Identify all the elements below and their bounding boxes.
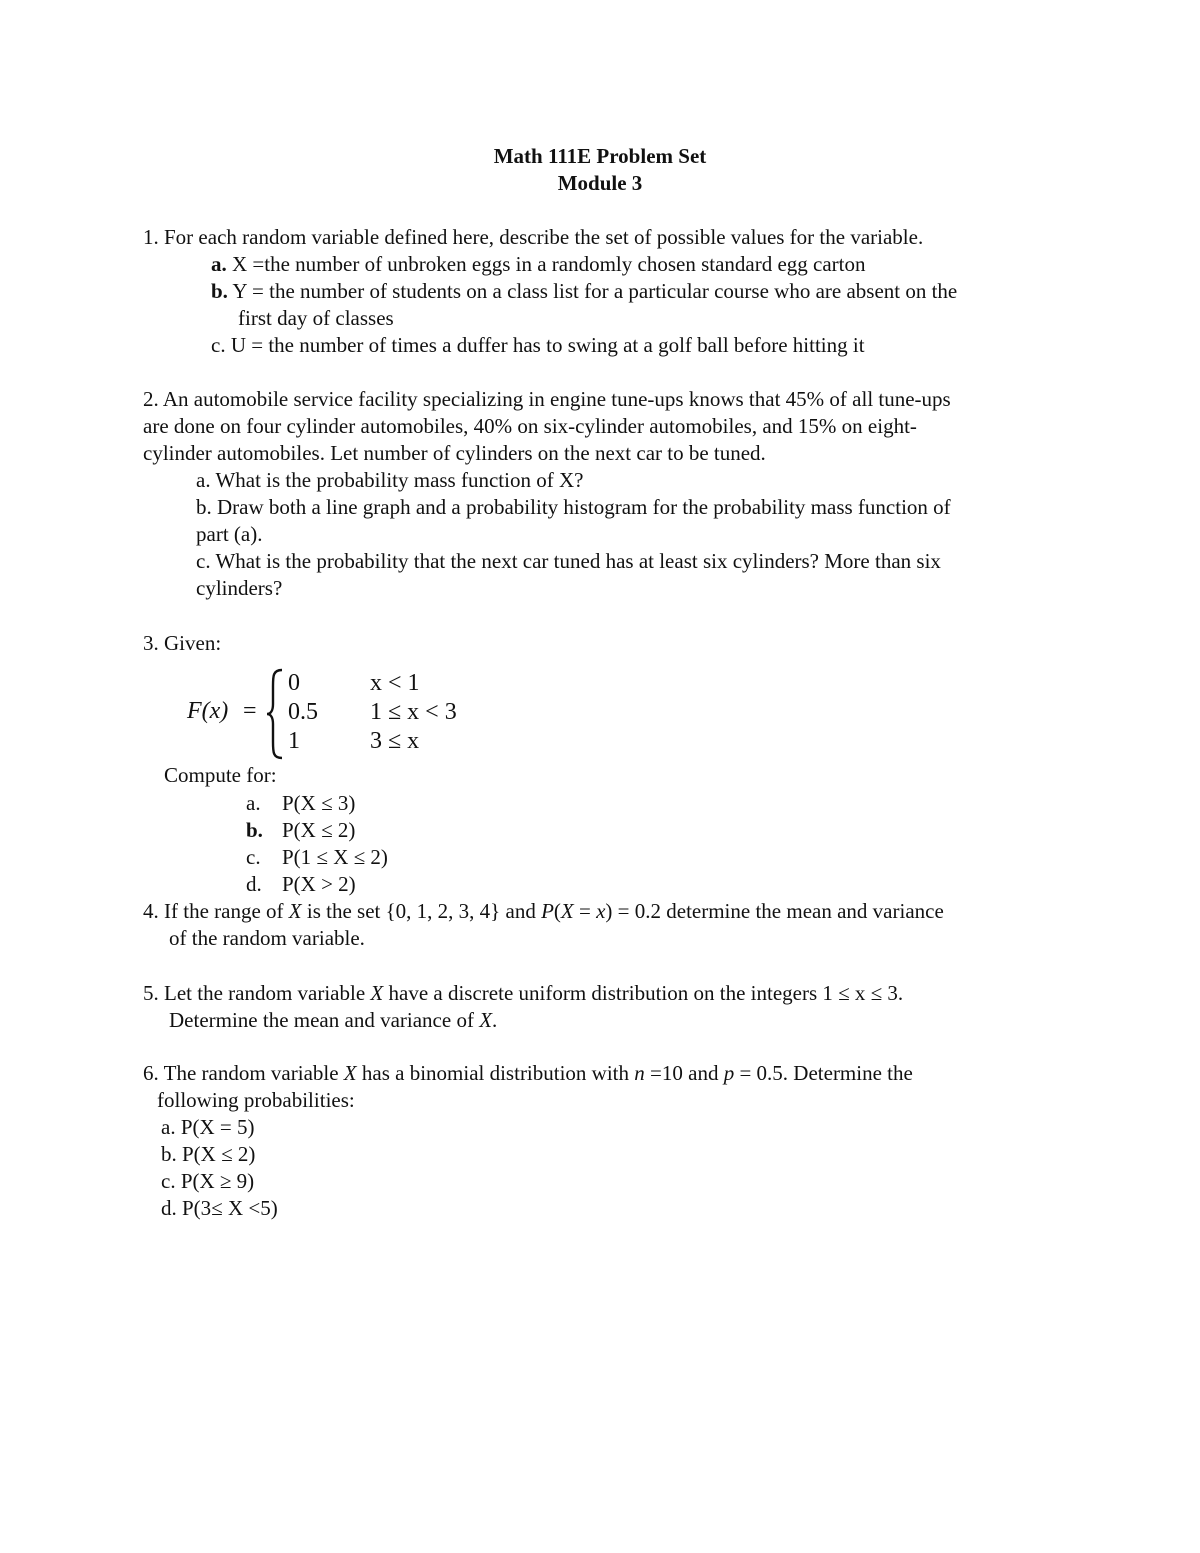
q1-item-b-cont: first day of classes <box>238 306 394 330</box>
q1-b-text: Y = the number of students on a class list for a particular course who are absent on the <box>227 279 958 303</box>
q3-case-2-value: 0.5 <box>288 699 318 725</box>
left-brace-icon <box>265 668 285 760</box>
q4-text-1: 4. If the range of <box>143 899 289 923</box>
q3-case-1-value: 0 <box>288 670 300 696</box>
q2-line-2: are done on four cylinder automobiles, 40% on six-cylinder automobiles, and 15% on eight- <box>143 414 917 438</box>
q2-item-b: b. Draw both a line graph and a probability histogram for the probability mass function of <box>196 495 951 519</box>
q3-given: 3. Given: <box>143 631 222 655</box>
q3-case-2-condition: 1 ≤ x < 3 <box>370 699 457 725</box>
q2-item-c-cont: cylinders? <box>196 576 283 600</box>
q3-case-3-condition: 3 ≤ x <box>370 728 420 754</box>
q4-line-2: of the random variable. <box>169 926 365 950</box>
q4-text-4: = <box>573 899 597 923</box>
q6-var-p: p <box>723 1061 735 1085</box>
q3-case-1-condition: x < 1 <box>370 670 420 696</box>
q3-item-a: P(X ≤ 3) <box>282 791 356 815</box>
q6-var-n: n <box>634 1061 645 1085</box>
q5-text-3: Determine the mean and variance of <box>169 1008 480 1032</box>
q6-item-a: a. P(X = 5) <box>161 1115 255 1139</box>
q6-text-4: = 0.5. Determine the <box>734 1061 913 1085</box>
q5-text-4: . <box>492 1008 498 1032</box>
q2-item-c: c. What is the probability that the next car tuned has at least six cylinders? More than six <box>196 549 941 573</box>
q1-a-text: X =the number of unbroken eggs in a randomly chosen standard egg carton <box>226 252 866 276</box>
q6-text-1: 6. The random variable <box>143 1061 344 1085</box>
q3-item-a-label: a. <box>246 791 261 815</box>
q3-equals: = <box>243 698 257 724</box>
q6-text-2: has a binomial distribution with <box>356 1061 635 1085</box>
q4-text-5: ) = 0.2 determine the mean and variance <box>605 899 944 923</box>
q2-line-1: 2. An automobile service facility specializing in engine tune-ups knows that 45% of all tune-ups <box>143 387 951 411</box>
q1-item-c: c. U = the number of times a duffer has to swing at a golf ball before hitting it <box>211 333 865 357</box>
q5-var-x2: X <box>479 1008 493 1032</box>
q2-line-3: cylinder automobiles. Let number of cylinders on the next car to be tuned. <box>143 441 766 465</box>
q1-a-label: a. <box>211 252 227 276</box>
q2-item-a: a. What is the probability mass function of X? <box>196 468 584 492</box>
q5-text-1: 5. Let the random variable <box>143 981 371 1005</box>
q3-item-d-label: d. <box>246 872 262 896</box>
q5-line-1 <box>143 980 903 1007</box>
q6-item-c: c. P(X ≥ 9) <box>161 1169 255 1193</box>
q4-var-p: P <box>541 899 554 923</box>
page-title: Math 111E Problem Set <box>493 144 707 168</box>
q4-text-3: ( <box>553 899 561 923</box>
q4-text-2: is the set {0, 1, 2, 3, 4} and <box>301 899 542 923</box>
page-subtitle: Module 3 <box>557 171 643 195</box>
q6-item-d: d. P(3≤ X <5) <box>161 1196 278 1220</box>
q3-case-3-value: 1 <box>288 728 300 754</box>
q6-text-3: =10 and <box>644 1061 724 1085</box>
q6-line-1 <box>143 1060 913 1087</box>
q6-item-b: b. P(X ≤ 2) <box>161 1142 256 1166</box>
q6-var-x: X <box>343 1061 357 1085</box>
q3-function-lhs: F(x) <box>187 698 229 724</box>
q3-item-d: P(X > 2) <box>282 872 356 896</box>
q4-var-x2: X <box>560 899 574 923</box>
q5-var-x: X <box>370 981 384 1005</box>
q3-item-c-label: c. <box>246 845 261 869</box>
q3-compute-label: Compute for: <box>164 763 277 787</box>
q6-line-2: following probabilities: <box>157 1088 355 1112</box>
q3-item-b: P(X ≤ 2) <box>282 818 356 842</box>
q4-var-x: X <box>288 899 302 923</box>
q3-item-b-label: b. <box>246 818 263 842</box>
q1-b-label: b. <box>211 279 228 303</box>
q1-item-a <box>211 251 866 278</box>
q1-stem: 1. For each random variable defined here, describe the set of possible values for the variable. <box>143 225 924 249</box>
q5-line-2 <box>169 1007 497 1034</box>
q1-item-b <box>211 278 957 305</box>
q4-line-1 <box>143 898 944 925</box>
q5-text-2: have a discrete uniform distribution on the integers 1 ≤ x ≤ 3. <box>383 981 904 1005</box>
q3-item-c: P(1 ≤ X ≤ 2) <box>282 845 388 869</box>
q2-item-b-cont: part (a). <box>196 522 263 546</box>
q4-var-lower-x: x <box>596 899 606 923</box>
